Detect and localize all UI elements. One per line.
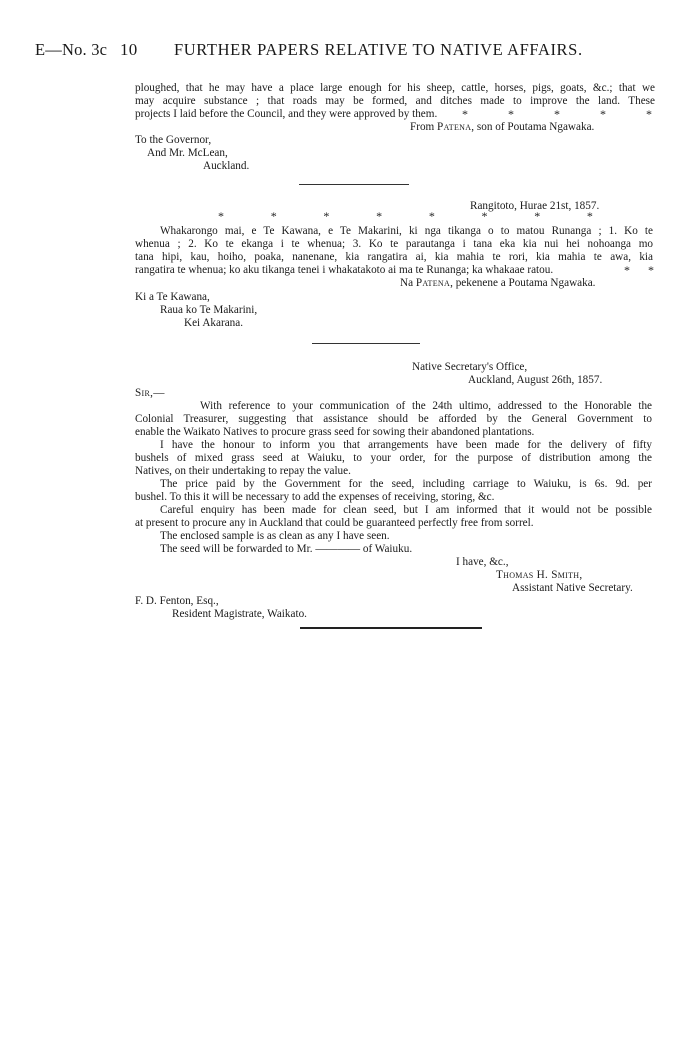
letter2-line: Whakarongo mai, e Te Kawana, e Te Makarini, ki nga tikanga o to matou Runanga ; 1. Ko te bbox=[160, 225, 653, 237]
letter3-closing: I have, &c., bbox=[456, 556, 509, 568]
letter2-signature: Na Patena, pekenene a Poutama Ngawaka. bbox=[400, 277, 596, 289]
letter1-address-line: To the Governor, bbox=[135, 134, 212, 146]
letter1-line: projects I laid before the Council, and they were approved by them. bbox=[135, 108, 438, 120]
letter2-line: tana hipi, kau, hoiho, poaka, nanenane, kia rangatira ai, kia mahia te rori, kia mahia te awa, kia bbox=[135, 251, 653, 263]
section-divider bbox=[299, 184, 409, 185]
star: * bbox=[323, 209, 330, 223]
star: * bbox=[624, 263, 630, 277]
letter3-line: The price paid by the Government for the seed, including carriage to Waiuku, is 6s. 9d. per bbox=[160, 478, 652, 490]
document-reference: E—No. 3c bbox=[35, 40, 108, 59]
star: * bbox=[270, 209, 277, 223]
letter3-line: enable the Waikato Natives to procure grass seed for sowing their abandoned plantations. bbox=[135, 426, 535, 438]
page-number: 10 bbox=[120, 40, 138, 59]
letter3-line: With reference to your communication of the 24th ultimo, addressed to the Honorable the bbox=[200, 400, 652, 412]
signer-title: Assistant Native Secretary. bbox=[512, 582, 633, 594]
letter2-address-line: Raua ko Te Makarini, bbox=[160, 304, 258, 316]
letter3-line: Natives, on their undertaking to repay the value. bbox=[135, 465, 351, 477]
signer-name: Patena bbox=[437, 121, 472, 133]
ellipsis-stars bbox=[218, 209, 593, 224]
letter3-line: I have the honour to inform you that arrangements have been made for the delivery of fifty bbox=[160, 439, 652, 451]
star: * bbox=[481, 209, 488, 223]
addressee-title: Resident Magistrate, Waikato. bbox=[172, 608, 307, 620]
letter3-line: Careful enquiry has been made for clean seed, but I am informed that it would not be possible bbox=[160, 504, 652, 516]
letter1-address-line: And Mr. McLean, bbox=[147, 147, 228, 159]
letter2-address-line: Kei Akarana. bbox=[184, 317, 244, 329]
ellipsis-stars bbox=[462, 107, 652, 122]
letter3-line: bushels of mixed grass seed at Waiuku, to your order, for the purpose of distribution among the bbox=[135, 452, 652, 464]
star: * bbox=[428, 209, 435, 223]
signer-name: Patena bbox=[415, 277, 451, 289]
star: * bbox=[646, 107, 652, 121]
letter3-place-date: Auckland, August 26th, 1857. bbox=[468, 374, 603, 386]
letter3-line: bushel. To this it will be necessary to add the expenses of receiving, storing, &c. bbox=[135, 491, 495, 503]
letter2-line: rangatira te whenua; ko aku tikanga tenei i whakatakoto ai ma te Runanga; ka whakaae ratou. bbox=[135, 264, 554, 276]
letter3-line: Colonial Treasurer, suggesting that assistance should be afforded by the General Government to bbox=[135, 413, 652, 425]
salutation: Sir,— bbox=[135, 387, 165, 399]
star: * bbox=[376, 209, 383, 223]
star: * bbox=[508, 107, 514, 121]
letter1-line: ploughed, that he may have a place large enough for his sheep, cattle, horses, pigs, goats, &c.; that we bbox=[135, 82, 655, 94]
letter1-signature: From Patena, son of Poutama Ngawaka. bbox=[410, 121, 595, 133]
star: * bbox=[534, 209, 541, 223]
letter3-line: at present to procure any in Auckland that could be guaranteed perfectly free from sorrel. bbox=[135, 517, 534, 529]
signer-name: Thomas H. Smith, bbox=[496, 569, 583, 581]
star: * bbox=[554, 107, 560, 121]
letter3-office: Native Secretary's Office, bbox=[412, 361, 528, 373]
letter2-line: whenua ; 2. Ko te ekanga i te whenua; 3. Ko te parautanga i tana eka kia nui hei nohoanga mo bbox=[135, 238, 653, 250]
letter1-address-line: Auckland. bbox=[203, 160, 250, 172]
star: * bbox=[462, 107, 468, 121]
star: * bbox=[586, 209, 593, 223]
star: * bbox=[648, 263, 654, 277]
letter1-line: may acquire substance ; that roads may be formed, and ditches made to improve the land. These bbox=[135, 95, 655, 107]
end-divider bbox=[300, 627, 482, 629]
star: * bbox=[218, 209, 224, 223]
star: * bbox=[600, 107, 606, 121]
section-divider bbox=[312, 343, 420, 344]
page-title: FURTHER PAPERS RELATIVE TO NATIVE AFFAIRS. bbox=[174, 40, 583, 59]
addressee-name: F. D. Fenton, Esq., bbox=[135, 595, 219, 607]
letter3-line: The seed will be forwarded to Mr. ———— of Waiuku. bbox=[160, 543, 413, 555]
letter3-line: The enclosed sample is as clean as any I have seen. bbox=[160, 530, 390, 542]
ellipsis-stars bbox=[624, 263, 654, 278]
letter2-dateline: Rangitoto, Hurae 21st, 1857. bbox=[470, 200, 600, 212]
letter2-address-line: Ki a Te Kawana, bbox=[135, 291, 210, 303]
